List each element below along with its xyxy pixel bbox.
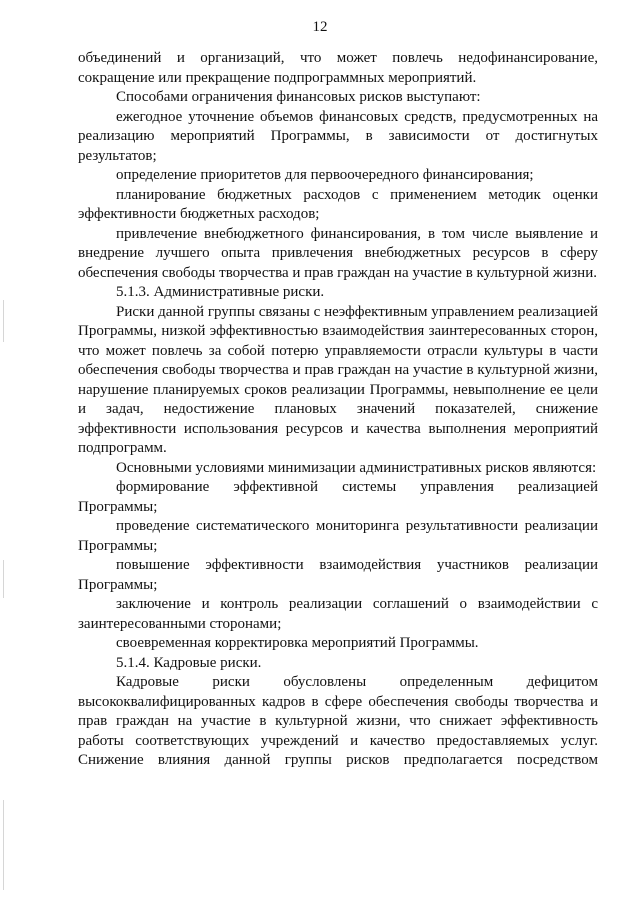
section-heading-administrative-risks: 5.1.3. Административные риски. [116, 284, 325, 300]
scan-edge-mark [3, 300, 4, 342]
scan-edge-mark [3, 560, 4, 598]
list-item-agreements: заключение и контроль реализации соглашений о взаимодействии с заинтересованными сторонами; [78, 596, 598, 632]
document-body [78, 49, 598, 771]
paragraph-financial-risk-methods-intro: Способами ограничения финансовых рисков выступают: [116, 89, 481, 105]
paragraph-continuation: объединений и организаций, что может повлечь недофинансирование, сокращение или прекращение подпрограммных мероприятий. [78, 50, 598, 86]
list-item-annual-budget-adjustment: ежегодное уточнение объемов финансовых средств, предусмотренных на реализацию мероприятий Программы, в зависимости от достигнутых результатов; [78, 108, 598, 164]
list-item-monitoring: проведение систематического мониторинга результативности реализации Программы; [78, 518, 598, 554]
list-item-budget-planning: планирование бюджетных расходов с применением методик оценки эффективности бюджетных расходов; [78, 186, 598, 222]
list-item-management-system: формирование эффективной системы управления реализацией Программы; [78, 479, 598, 515]
list-item-priority-definition: определение приоритетов для первоочередного финансирования; [116, 167, 534, 183]
list-item-participant-interaction: повышение эффективности взаимодействия участников реализации Программы; [78, 557, 598, 593]
paragraph-personnel-risks-description: Кадровые риски обусловлены определенным дефицитом высококвалифицированных кадров в сфере обеспечения свободы творчества и прав граждан на участие в культурной жизни, что снижает эффективность работы соответствующих учреждений и качество предоставляемых услуг. Снижение влияния данной группы рисков предполагается посредством [78, 674, 598, 768]
list-item-timely-correction: своевременная корректировка мероприятий Программы. [116, 635, 479, 651]
paragraph-administrative-risk-conditions-intro: Основными условиями минимизации административных рисков являются: [116, 459, 597, 476]
list-item-extrabudgetary-funding: привлечение внебюджетного финансирования, в том числе выявление и внедрение лучшего опыта привлечения внебюджетных ресурсов в сферу обеспечения свободы творчества и прав граждан на участие в культурной жизни. [78, 225, 598, 281]
page-number: 12 [312, 19, 328, 35]
paragraph-administrative-risks-description: Риски данной группы связаны с неэффективным управлением реализацией Программы, низкой эффективностью взаимодействия заинтересованных сторон, что может повлечь за собой потерю управляемости отрасли культуры в части обеспечения свободы творчества и прав граждан на участие в культурной жизни, нарушение планируемых сроков реализации Программы, невыполнение ее цели и задач, недостижение плановых значений показателей, снижение эффективности использования ресурсов и качества выполнения мероприятий подпрограмм. [78, 303, 598, 456]
scan-edge-mark [3, 800, 4, 890]
section-heading-personnel-risks: 5.1.4. Кадровые риски. [116, 654, 262, 671]
